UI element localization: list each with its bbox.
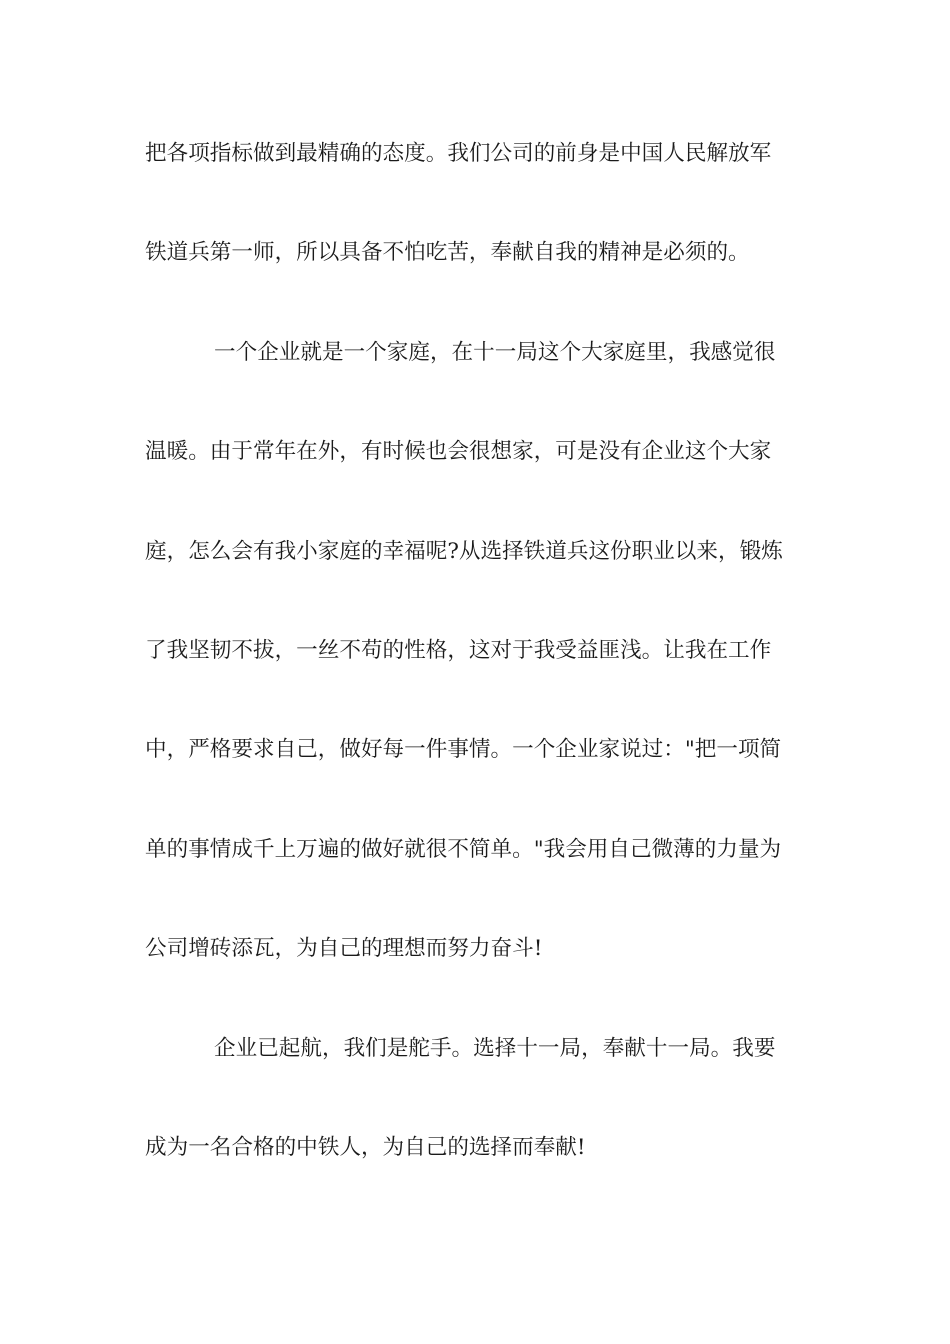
text-line: 公司增砖添瓦，为自己的理想而努力奋斗! bbox=[145, 936, 543, 961]
text-line: 庭，怎么会有我小家庭的幸福呢?从选择铁道兵这份职业以来，锻炼 bbox=[145, 539, 783, 564]
text-line: 铁道兵第一师，所以具备不怕吃苦，奉献自我的精神是必须的。 bbox=[145, 240, 750, 265]
text-line: 把各项指标做到最精确的态度。我们公司的前身是中国人民解放军 bbox=[145, 141, 772, 166]
text-line: 温暖。由于常年在外，有时候也会很想家，可是没有企业这个大家 bbox=[145, 439, 772, 464]
text-line: 成为一名合格的中铁人，为自己的选择而奉献! bbox=[145, 1135, 586, 1160]
text-line: 单的事情成千上万遍的做好就很不简单。"我会用自己微薄的力量为 bbox=[145, 837, 782, 862]
text-line: 了我坚韧不拔，一丝不苟的性格，这对于我受益匪浅。让我在工作 bbox=[145, 638, 772, 663]
paragraph-start-line: 一个企业就是一个家庭，在十一局这个大家庭里，我感觉很 bbox=[214, 340, 776, 365]
paragraph-start-line: 企业已起航，我们是舵手。选择十一局，奉献十一局。我要 bbox=[214, 1036, 776, 1061]
text-line: 中，严格要求自己，做好每一件事情。一个企业家说过："把一项简 bbox=[145, 737, 782, 762]
